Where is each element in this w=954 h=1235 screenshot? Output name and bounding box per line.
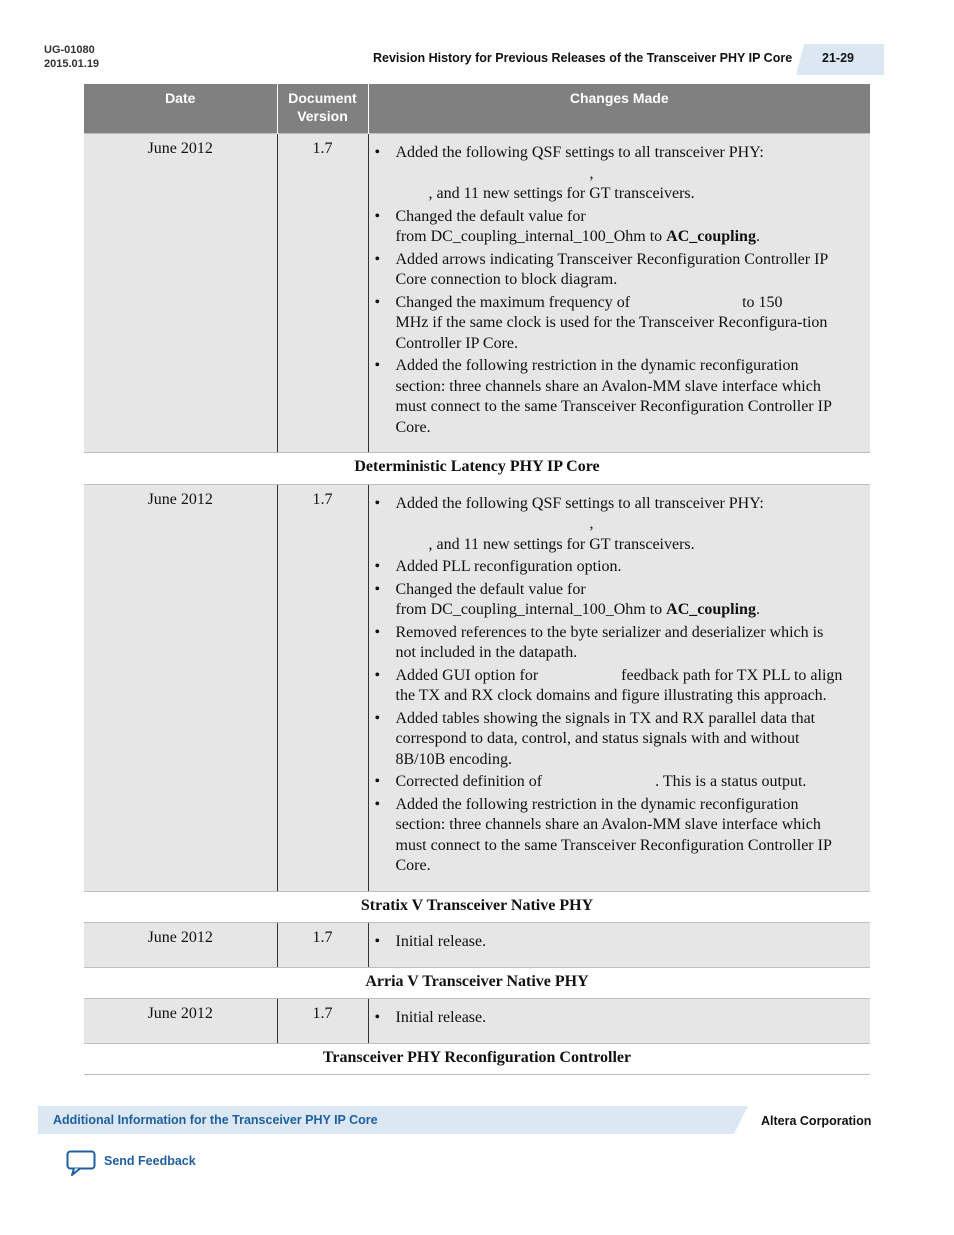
section-row <box>84 453 870 485</box>
footer-link[interactable]: Additional Information for the Transceiver PHY IP Core <box>53 1113 378 1127</box>
table-row <box>84 999 870 1044</box>
send-feedback-link[interactable]: Send Feedback <box>104 1154 196 1168</box>
page-number-tab <box>796 44 884 75</box>
doc-number: UG-01080 <box>44 44 95 56</box>
company-name: Altera Corporation <box>761 1114 872 1128</box>
list-item: • Added the following QSF settings to all transceiver PHY: , , and 11 new settings for GT transceivers. <box>396 494 845 556</box>
col-header-changes: Changes Made <box>368 84 870 134</box>
row-version: 1.7 <box>277 999 368 1044</box>
row-version: 1.7 <box>277 484 368 891</box>
changes-list <box>396 494 845 877</box>
section-title: Transceiver PHY Reconfiguration Controller <box>84 1043 870 1075</box>
section-row <box>84 1043 870 1075</box>
page-number: 21-29 <box>822 51 854 65</box>
list-item: • Changed the maximum frequency of to 150 MHz if the same clock is used for the Transceiver Reconfigura-tion Controller IP Core. <box>396 293 845 355</box>
table-row <box>84 484 870 891</box>
doc-date: 2015.01.19 <box>44 58 100 70</box>
row-date: June 2012 <box>84 484 277 891</box>
row-changes <box>368 923 870 968</box>
section-row <box>84 967 870 999</box>
section-title: Arria V Transceiver Native PHY <box>84 967 870 999</box>
section-row <box>84 891 870 923</box>
feedback-icon[interactable] <box>66 1150 96 1182</box>
col-header-date: Date <box>84 84 277 134</box>
row-changes <box>368 134 870 453</box>
col-header-version: Document Version <box>277 84 368 134</box>
list-item: • Added arrows indicating Transceiver Reconfiguration Controller IP Core connection to block diagram. <box>396 250 845 291</box>
list-item: • Added the following restriction in the dynamic reconfiguration section: three channels share an Avalon-MM slave interface which must connect to the same Transceiver Reconfiguration Controller IP Core. <box>396 795 845 877</box>
list-item: • Corrected definition of . This is a status output. <box>396 772 845 793</box>
document-id <box>44 43 99 71</box>
page-tab-slant <box>796 44 804 75</box>
page-title: Revision History for Previous Releases of the Transceiver PHY IP Core <box>373 51 793 65</box>
row-changes <box>368 999 870 1044</box>
speech-bubble-icon <box>66 1150 96 1177</box>
list-item: • Added tables showing the signals in TX and RX parallel data that correspond to data, control, and status signals with and without 8B/10B encoding. <box>396 709 845 771</box>
list-item: • Removed references to the byte serializer and deserializer which is not included in the datapath. <box>396 623 845 664</box>
row-version: 1.7 <box>277 923 368 968</box>
list-item: • Changed the default value for from DC_coupling_internal_100_Ohm to AC_coupling. <box>396 580 845 621</box>
footer-band-slant <box>734 1106 748 1134</box>
table-header-row <box>84 84 870 134</box>
list-item: • Added GUI option for feedback path for TX PLL to align the TX and RX clock domains and figure illustrating this approach. <box>396 666 845 707</box>
revision-history-table <box>84 84 870 1075</box>
list-item: • Added the following restriction in the dynamic reconfiguration section: three channels share an Avalon-MM slave interface which must connect to the same Transceiver Reconfiguration Controller IP Core. <box>396 356 845 438</box>
list-item: • Initial release. <box>396 1008 845 1029</box>
row-version: 1.7 <box>277 134 368 453</box>
changes-list <box>396 932 845 953</box>
list-item: • Added PLL reconfiguration option. <box>396 557 845 578</box>
row-date: June 2012 <box>84 999 277 1044</box>
changes-list <box>396 143 845 438</box>
table-row <box>84 134 870 453</box>
section-title: Stratix V Transceiver Native PHY <box>84 891 870 923</box>
list-item: • Initial release. <box>396 932 845 953</box>
section-title: Deterministic Latency PHY IP Core <box>84 453 870 485</box>
row-changes <box>368 484 870 891</box>
changes-list <box>396 1008 845 1029</box>
row-date: June 2012 <box>84 923 277 968</box>
row-date: June 2012 <box>84 134 277 453</box>
list-item: • Changed the default value for from DC_coupling_internal_100_Ohm to AC_coupling. <box>396 207 845 248</box>
table-row <box>84 923 870 968</box>
list-item: • Added the following QSF settings to all transceiver PHY: , , and 11 new settings for GT transceivers. <box>396 143 845 205</box>
